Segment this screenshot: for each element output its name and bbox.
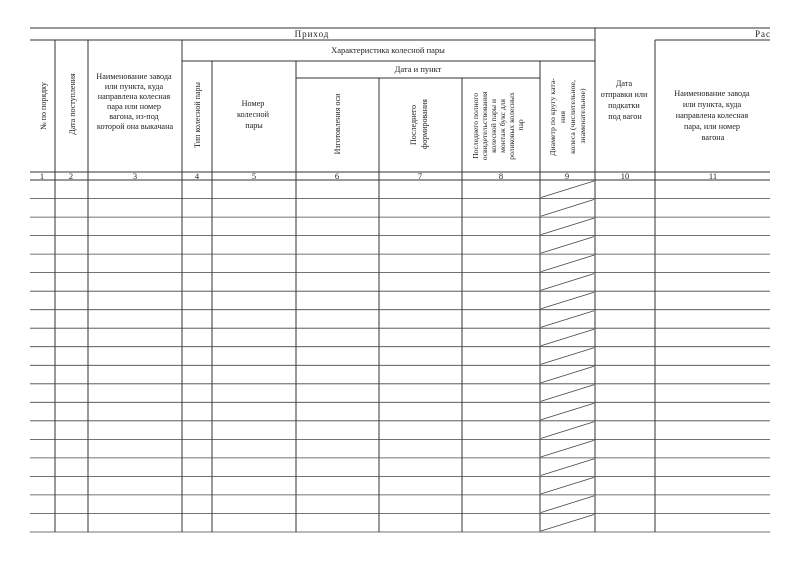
hatch-line xyxy=(541,477,594,494)
section-outgoing-title: Рас xyxy=(755,29,771,39)
col-9-header: Диаметр по кругу ката- ния колеса (числительное, знаменательное) xyxy=(548,78,587,156)
col-num-3: 3 xyxy=(132,171,138,181)
col-num-2: 2 xyxy=(68,171,74,181)
hatch-line xyxy=(541,403,594,420)
col-num-10: 10 xyxy=(620,171,630,181)
col-10-header: Дата отправки или подкатки под вагон xyxy=(600,79,648,121)
hatch-line xyxy=(541,200,594,217)
col-1-header: № по порядку xyxy=(39,82,48,130)
hatch-line xyxy=(541,255,594,272)
col-5-header: Номер колесной пары xyxy=(236,99,269,130)
hatch-line xyxy=(541,311,594,328)
col-num-4: 4 xyxy=(194,171,200,181)
hatch-line xyxy=(541,274,594,291)
hatch-line xyxy=(541,329,594,346)
col-4-header: Тип колесной пары xyxy=(193,82,202,148)
col-num-1: 1 xyxy=(39,171,45,181)
col-num-8: 8 xyxy=(498,171,504,181)
col-3-header: Наименование завода или пункта, куда направлена колесная пара или номер вагона, из-под которой она выкачана xyxy=(96,72,174,131)
hatch-line xyxy=(541,181,594,198)
col-7-header: Последнего формирования xyxy=(409,99,429,149)
col-8-header: Последнего полного освидетельствования колесной пары и монтаж букс для роликовых колесных пар xyxy=(471,91,525,161)
hatch-line xyxy=(541,348,594,365)
hatch-line xyxy=(541,292,594,309)
hatch-line xyxy=(541,237,594,254)
col-num-6: 6 xyxy=(334,171,340,181)
col-6-header: Изготовления оси xyxy=(333,93,342,155)
col-num-11: 11 xyxy=(708,171,718,181)
hatch-line xyxy=(541,459,594,476)
col-num-7: 7 xyxy=(417,171,423,181)
col-2-header: Дата поступления xyxy=(68,73,77,135)
blank-rows xyxy=(30,199,770,533)
column-9-hatching xyxy=(541,181,594,531)
hatch-line xyxy=(541,422,594,439)
hatch-line xyxy=(541,496,594,513)
col-11-header: Наименование завода или пункта, куда направлена колесная пара, или номер вагона xyxy=(674,89,750,142)
group-wheelset-characteristics: Характеристика колесной пары xyxy=(331,45,445,55)
group-date-and-place: Дата и пункт xyxy=(394,64,442,74)
hatch-line xyxy=(541,515,594,532)
col-num-9: 9 xyxy=(564,171,570,181)
hatch-line xyxy=(541,385,594,402)
hatch-line xyxy=(541,366,594,383)
hatch-line xyxy=(541,440,594,457)
hatch-line xyxy=(541,218,594,235)
section-incoming-title: Приход xyxy=(294,29,330,39)
col-num-5: 5 xyxy=(251,171,257,181)
